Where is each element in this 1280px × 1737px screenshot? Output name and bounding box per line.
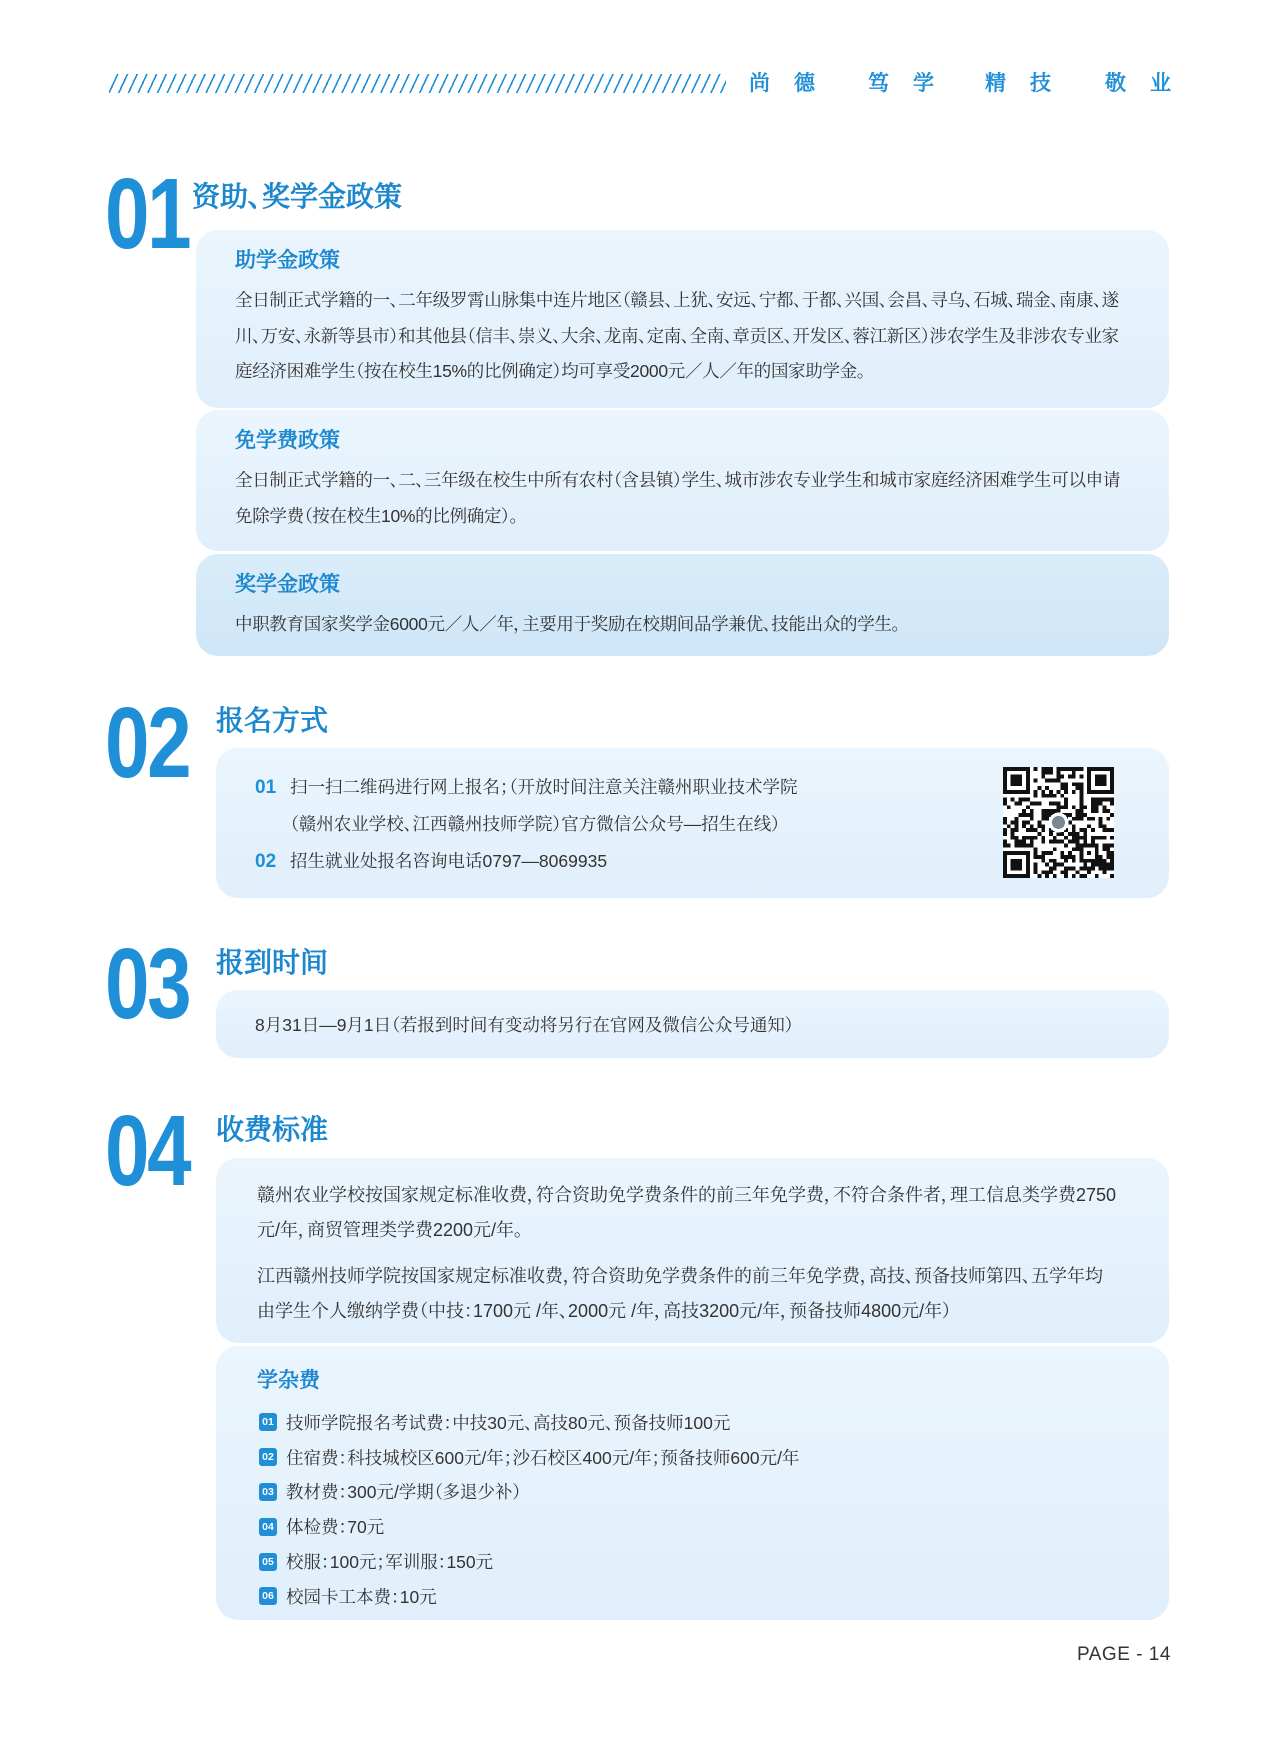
page-number: PAGE - 14 — [1077, 1644, 1171, 1665]
tuition-panel — [216, 1158, 1169, 1343]
registration-item-line: 扫一扫二维码进行网上报名；（开放时间注意关注赣州职业技术学院 — [290, 777, 798, 797]
section-title: 收费标准 — [216, 1114, 329, 1145]
tuition-waiver-panel — [196, 410, 1169, 551]
scholarship-text: 中职教育国家奖学金6000元／人／年，主要用于奖励在校期间品学兼优、技能出众的学生。 — [235, 614, 901, 634]
list-item — [257, 1475, 1129, 1510]
section-registration — [0, 687, 1280, 898]
motto-word: 尚德 — [749, 72, 839, 95]
section-funding-policy — [0, 158, 1280, 656]
section-fee-standard — [0, 1095, 1280, 1620]
section-number: 03 — [105, 928, 190, 1040]
check-in-text: 8月31日—9月1日（若报到时间有变动将另行在官网及微信公众号通知） — [255, 1014, 794, 1035]
motto-word: 敬业 — [1105, 72, 1195, 95]
grant-policy-text: 全日制正式学籍的一、二年级罗霄山脉集中连片地区（赣县、上犹、安远、宁都、于都、兴国、会昌、寻乌、石城、瑞金、南康、遂川、万安、永新等县市）和其他县（信丰、崇义、大余、龙南、定南、全南、章贡区、开发区、蓉江新区）涉农学生及非涉农专业家庭经济困难学生（按在校生15%的比例确定）均可享受2000元／人／年的国家助学金。 — [235, 290, 1119, 381]
scholarship-title: 奖学金政策 — [235, 573, 340, 596]
tuition-waiver-text: 全日制正式学籍的一、二、三年级在校生中所有农村（含县镇）学生、城市涉农专业学生和城市家庭经济困难学生可以申请免除学费（按在校生10%的比例确定）。 — [235, 470, 1121, 526]
section-number: 01 — [105, 158, 190, 270]
motto-word: 笃学 — [868, 72, 958, 95]
fee-text: 校服：100元；军训服：150元 — [286, 1552, 494, 1573]
list-item — [257, 1405, 1129, 1440]
fee-index-badge: 06 — [259, 1587, 277, 1605]
section-title: 资助、奖学金政策 — [192, 181, 403, 212]
section-title: 报名方式 — [216, 705, 329, 736]
section-title: 报到时间 — [216, 947, 329, 978]
section-number: 04 — [105, 1095, 190, 1207]
grant-policy-title: 助学金政策 — [235, 249, 340, 272]
qr-code — [1003, 767, 1114, 878]
header-slash-band — [109, 74, 726, 93]
fee-text: 体检费：70元 — [286, 1517, 385, 1538]
fee-index-badge: 05 — [259, 1553, 277, 1571]
fee-text: 住宿费：科技城校区600元/年；沙石校区400元/年；预备技师600元/年 — [286, 1447, 800, 1468]
check-in-panel — [216, 990, 1169, 1058]
motto-word: 精技 — [985, 72, 1075, 95]
tuition-waiver-title: 免学费政策 — [235, 429, 340, 452]
fee-index-badge: 03 — [259, 1483, 277, 1501]
fee-index-badge: 04 — [259, 1518, 277, 1536]
fee-index-badge: 01 — [259, 1413, 277, 1431]
section-check-in-time — [0, 928, 1280, 1058]
fee-index-badge: 02 — [259, 1448, 277, 1466]
list-item — [257, 1440, 1129, 1475]
fee-text: 教材费：300元/学期（多退少补） — [286, 1482, 522, 1503]
fee-text: 技师学院报名考试费：中技30元、高技80元、预备技师100元 — [286, 1412, 731, 1433]
registration-panel — [216, 748, 1169, 898]
registration-phone-line: 招生就业处报名咨询电话0797—8069935 — [290, 851, 608, 871]
registration-item-index: 01 — [255, 777, 277, 798]
section-number: 02 — [105, 687, 190, 799]
list-item — [257, 1579, 1129, 1614]
registration-item-line: （赣州农业学校、江西赣州技师学院）官方微信公众号—招生在线） — [290, 814, 780, 834]
misc-fees-panel — [216, 1346, 1169, 1620]
misc-fees-title: 学杂费 — [257, 1369, 320, 1392]
tuition-paragraph: 江西赣州技师学院按国家规定标准收费，符合资助免学费条件的前三年免学费，高技、预备技师第四、五学年均由学生个人缴纳学费（中技：1700元 /年、2000元 /年，高技3200元/年，预备技师4800元/年） — [257, 1266, 1103, 1321]
fee-text: 校园卡工本费：10元 — [286, 1586, 437, 1607]
registration-item-index: 02 — [255, 851, 277, 872]
list-item — [257, 1544, 1129, 1579]
list-item — [257, 1509, 1129, 1544]
scholarship-panel — [196, 554, 1169, 656]
grant-policy-panel — [196, 230, 1169, 408]
qr-logo-icon — [1052, 816, 1065, 829]
misc-fees-list — [257, 1405, 1129, 1614]
tuition-paragraph: 赣州农业学校按国家规定标准收费，符合资助免学费条件的前三年免学费，不符合条件者，理工信息类学费2750元/年，商贸管理类学费2200元/年。 — [257, 1185, 1117, 1240]
